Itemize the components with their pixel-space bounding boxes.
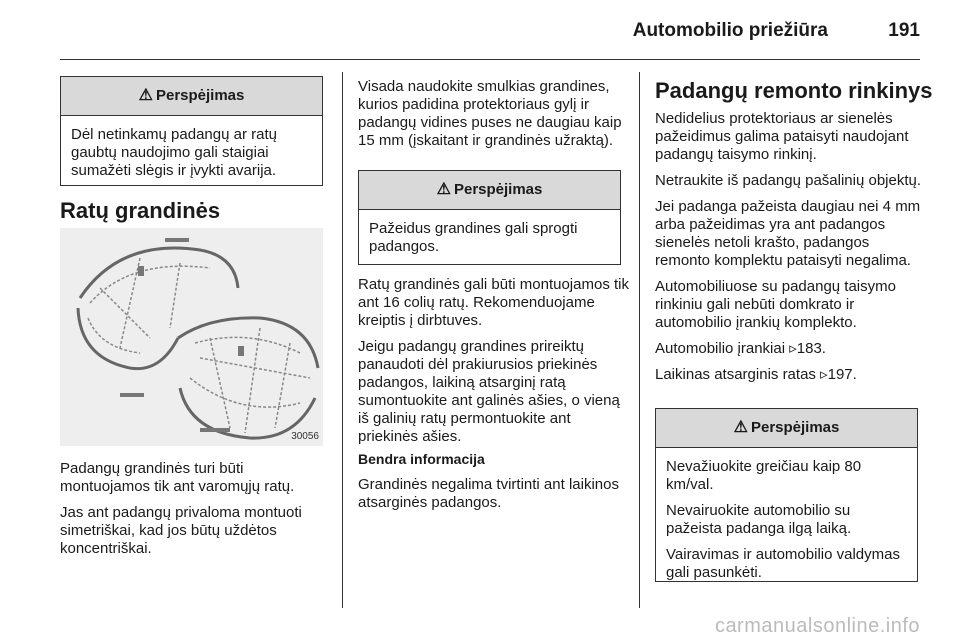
subheading-general-info: Bendra informacija [358, 451, 485, 467]
warning-header [359, 171, 620, 210]
reference-arrow-icon: ▹ [820, 366, 828, 383]
warning-title: Perspėjimas [155, 87, 245, 104]
header-divider [60, 59, 920, 60]
paragraph: Jeigu padangų grandines prireiktų panaudoti dėl prakiurusios priekinės padangos, laikiną atsarginį ratą sumontuokite ant galinės ašies, o vieną iš galinių ratų permontuokite ant priekinės ašies. [358, 338, 620, 445]
snow-chains-icon [60, 228, 323, 446]
paragraph: Netraukite iš padangų pašalinių objektų. [655, 172, 922, 189]
page-header [60, 0, 920, 60]
warning-header [61, 77, 322, 116]
paragraph: Jei padanga pažeista daugiau nei 4 mm arba pažeidimas yra ant padangos sienelės netoli krašto, padangos remonto komplektu pataisyti negalima. [655, 198, 921, 269]
section-title-chains: Ratų grandinės [60, 198, 221, 223]
paragraph: Padangų grandinės turi būti montuojamos tik ant varomųjų ratų. [60, 460, 295, 495]
reference-text: Automobilio įrankiai [655, 340, 786, 357]
paragraph: Visada naudokite smulkias grandines, kurios padidina protektoriaus gylį ir padangų vidines puses ne daugiau kaip 15 mm (įskaitant ir grandinės užraktą). [358, 78, 622, 149]
snow-chains-illustration [60, 228, 323, 446]
paragraph: Jas ant padangų privaloma montuoti simetriškai, kad jos būtų uždėtos koncentriškai. [60, 504, 302, 557]
warning-title: Perspėjimas [453, 181, 543, 198]
cross-reference-spare-wheel[interactable] [655, 366, 925, 384]
warning-text: Vairavimas ir automobilio valdymas gali pasunkėti. [666, 546, 900, 581]
warning-title: Perspėjimas [750, 419, 840, 436]
warning-text: Nevažiuokite greičiau kaip 80 km/val. [666, 458, 862, 493]
figure-number: 30056 [291, 431, 319, 442]
paragraph: Nedidelius protektoriaus ar sienelės pažeidimus galima pataisyti naudojant padangų taisymo rinkinį. [655, 110, 909, 163]
column-divider-right [639, 72, 640, 608]
watermark: carmanualsonline.info [714, 615, 920, 637]
paragraph: Ratų grandinės gali būti montuojamos tik ant 16 colių ratų. Rekomenduojame kreiptis į dirbtuves. [358, 276, 629, 329]
warning-text: Dėl netinkamų padangų ar ratų gaubtų naudojimo gali staigiai sumažėti slėgis ir įvykti avarija. [71, 126, 277, 179]
warning-text: Pažeidus grandines gali sprogti padangos. [369, 220, 578, 255]
section-title-repair-kit: Padangų remonto rinkinys [655, 78, 933, 103]
warning-box-chains [358, 170, 621, 265]
warning-body [61, 116, 322, 194]
column-divider-left [342, 72, 343, 608]
reference-page: 183. [796, 340, 826, 357]
page-number: 191 [888, 20, 920, 41]
paragraph: Grandinės negalima tvirtinti ant laikinos atsarginės padangos. [358, 476, 619, 511]
warning-box-repair [655, 408, 918, 582]
paragraph: Automobiliuose su padangų taisymo rinkiniu gali nebūti domkrato ir automobilio įrankių komplekto. [655, 278, 896, 331]
reference-arrow-icon: ▹ [789, 340, 797, 357]
warning-body [359, 210, 620, 270]
warning-triangle-icon: ⚠ [436, 181, 451, 198]
middle-column-intro [358, 78, 626, 158]
page-title: Automobilio priežiūra [632, 20, 828, 41]
right-column-text [655, 110, 925, 392]
cross-reference-tools[interactable] [655, 340, 925, 358]
reference-text: Laikinas atsarginis ratas [655, 366, 816, 383]
reference-page: 197. [827, 366, 857, 383]
warning-triangle-icon: ⚠ [733, 419, 748, 436]
warning-triangle-icon: ⚠ [138, 87, 153, 104]
warning-box-tyres [60, 76, 323, 186]
warning-body [656, 448, 917, 596]
middle-column-text [358, 276, 632, 520]
warning-text: Nevairuokite automobilio su pažeista padanga ilgą laiką. [666, 502, 852, 537]
warning-header [656, 409, 917, 448]
left-column-text [60, 460, 328, 566]
